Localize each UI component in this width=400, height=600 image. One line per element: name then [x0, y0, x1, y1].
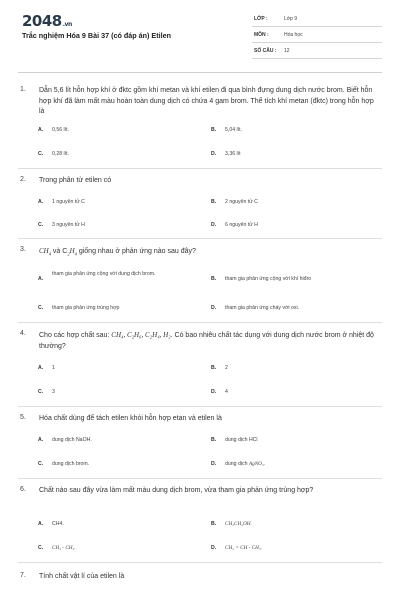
option-text: CH4.	[52, 521, 64, 527]
option-text: tham gia phản ứng cháy với oxi.	[225, 305, 300, 311]
question-text: Dẫn 5,6 lít hỗn hợp khí ở đktc gồm khí metan và khí etilen đi qua bình đựng dung dịch nước brom. Biết hỗn hợp khí đã làm mất màu hoàn toàn dung dịch có chứa 4 gam brom. Thể tích khí metan (đktc) trong hỗn hợp là	[39, 87, 374, 115]
option-letter: A.	[38, 127, 44, 133]
option-text: 2 nguyên tử C	[225, 199, 258, 205]
header-divider	[18, 72, 382, 73]
option-letter: D.	[211, 545, 217, 551]
site-logo[interactable]	[22, 12, 72, 30]
option-letter: A.	[38, 276, 44, 282]
option-letter: B.	[211, 437, 217, 443]
option-text: tham gia phản ứng cộng với khí hiđro	[225, 276, 312, 282]
page-header	[0, 0, 400, 66]
option-text: tham gia phản ứng trùng hợp	[52, 305, 120, 311]
option-letter: B.	[211, 365, 217, 371]
option-text: 0,28 lít.	[52, 151, 70, 157]
option-text: CH₂ = CH - CH₃.	[225, 545, 262, 551]
text-fragment: dung dịch	[225, 461, 249, 467]
option-text: 6 nguyên tử H	[225, 222, 258, 228]
meta-question-count	[252, 43, 382, 59]
question-text: Hóa chất dùng để tách etilen khỏi hỗn hợp etan và etilen là	[39, 415, 222, 422]
document-title: Trắc nghiệm Hóa 9 Bài 37 (có đáp án) Etilen	[22, 31, 171, 40]
option-text: CH₃ - CH₃.	[52, 545, 76, 551]
question-divider	[18, 322, 382, 323]
question-divider	[18, 168, 382, 169]
chem-subscript: 4	[48, 251, 51, 257]
meta-label: LỚP :	[254, 16, 268, 22]
question-divider	[18, 238, 382, 239]
question-text: Trong phân tử etilen có	[39, 177, 112, 184]
logo-text: 2048	[22, 12, 62, 30]
option-letter: D.	[211, 389, 217, 395]
question-number: 4.	[20, 330, 26, 337]
option-letter: C.	[38, 545, 44, 551]
logo-suffix: .vn	[62, 21, 72, 28]
chem-formula: AgNO₃.	[248, 461, 266, 467]
meta-value: 12	[284, 48, 290, 54]
question-divider	[18, 478, 382, 479]
option-letter: A.	[38, 365, 44, 371]
question-text: Chất nào sau đây vừa làm mất màu dung dịch brom, vừa tham gia phản ứng trùng hợp?	[39, 487, 314, 494]
question-number: 6.	[20, 486, 26, 493]
meta-subject	[252, 27, 382, 43]
option-letter: B.	[211, 199, 217, 205]
option-text	[225, 460, 375, 468]
question-divider	[18, 406, 382, 407]
option-letter: C.	[38, 222, 44, 228]
option-letter: B.	[211, 127, 217, 133]
question-number: 3.	[20, 246, 26, 253]
option-letter: C.	[38, 305, 44, 311]
option-text: dung dịch HCl	[225, 437, 258, 443]
question-text	[39, 246, 381, 260]
option-letter: C.	[38, 389, 44, 395]
option-text: dung dịch brom.	[52, 461, 90, 467]
option-letter: A.	[38, 521, 44, 527]
option-text: 3,36 lít	[225, 151, 241, 157]
option-letter: D.	[211, 151, 217, 157]
chem-formula: H	[69, 247, 75, 255]
option-text: 2	[225, 365, 228, 371]
option-text: CH₃CH₂OH.	[225, 521, 252, 527]
question-divider	[18, 562, 382, 563]
option-letter: C.	[38, 151, 44, 157]
option-text: 1 nguyên tử C	[52, 199, 85, 205]
option-text: dung dịch NaOH.	[52, 437, 92, 443]
question-number: 5.	[20, 414, 26, 421]
option-letter: A.	[38, 199, 44, 205]
text-fragment: Cho các hợp chất sau:	[39, 332, 112, 339]
option-letter: D.	[211, 222, 217, 228]
text-fragment: . Có bao nhiêu chất tác dụng với dung dịch nước brom ở nhiệt độ thường?	[39, 332, 374, 350]
text-fragment: giống nhau ở phản ứng nào sau đây?	[76, 248, 196, 255]
meta-label: MÔN :	[254, 32, 269, 38]
option-letter: B.	[211, 521, 217, 527]
option-text: 5,04 lít.	[225, 127, 243, 133]
text-fragment: và C	[50, 248, 68, 255]
option-letter: A.	[38, 437, 44, 443]
option-text: 1	[52, 365, 55, 371]
question-text: Tính chất vật lí của etilen là	[39, 573, 125, 580]
chem-subscript: 2	[67, 251, 70, 257]
option-letter: D.	[211, 461, 217, 467]
option-text: 4	[225, 389, 228, 395]
question-number: 2.	[20, 176, 26, 183]
option-text: 0,56 lít.	[52, 127, 70, 133]
meta-grade	[252, 11, 382, 27]
meta-value: Hóa học	[284, 32, 303, 38]
chem-formula-list: CH₄, C₂H₆, C₂H₄, H₂	[111, 331, 171, 339]
option-text: 3 nguyên tử H	[52, 222, 85, 228]
option-letter: B.	[211, 276, 217, 282]
meta-label: SỐ CÂU :	[254, 48, 277, 54]
option-letter: C.	[38, 461, 44, 467]
meta-value: Lớp 9	[284, 16, 298, 22]
option-text: 3	[52, 389, 55, 395]
option-letter: D.	[211, 305, 217, 311]
question-text	[39, 330, 381, 352]
question-number: 7.	[20, 572, 26, 579]
chem-formula: CH	[39, 247, 49, 255]
option-text: tham gia phản ứng cộng với dung dịch brom.	[52, 271, 156, 277]
question-number: 1.	[20, 86, 26, 93]
chem-subscript: 4	[74, 251, 77, 257]
